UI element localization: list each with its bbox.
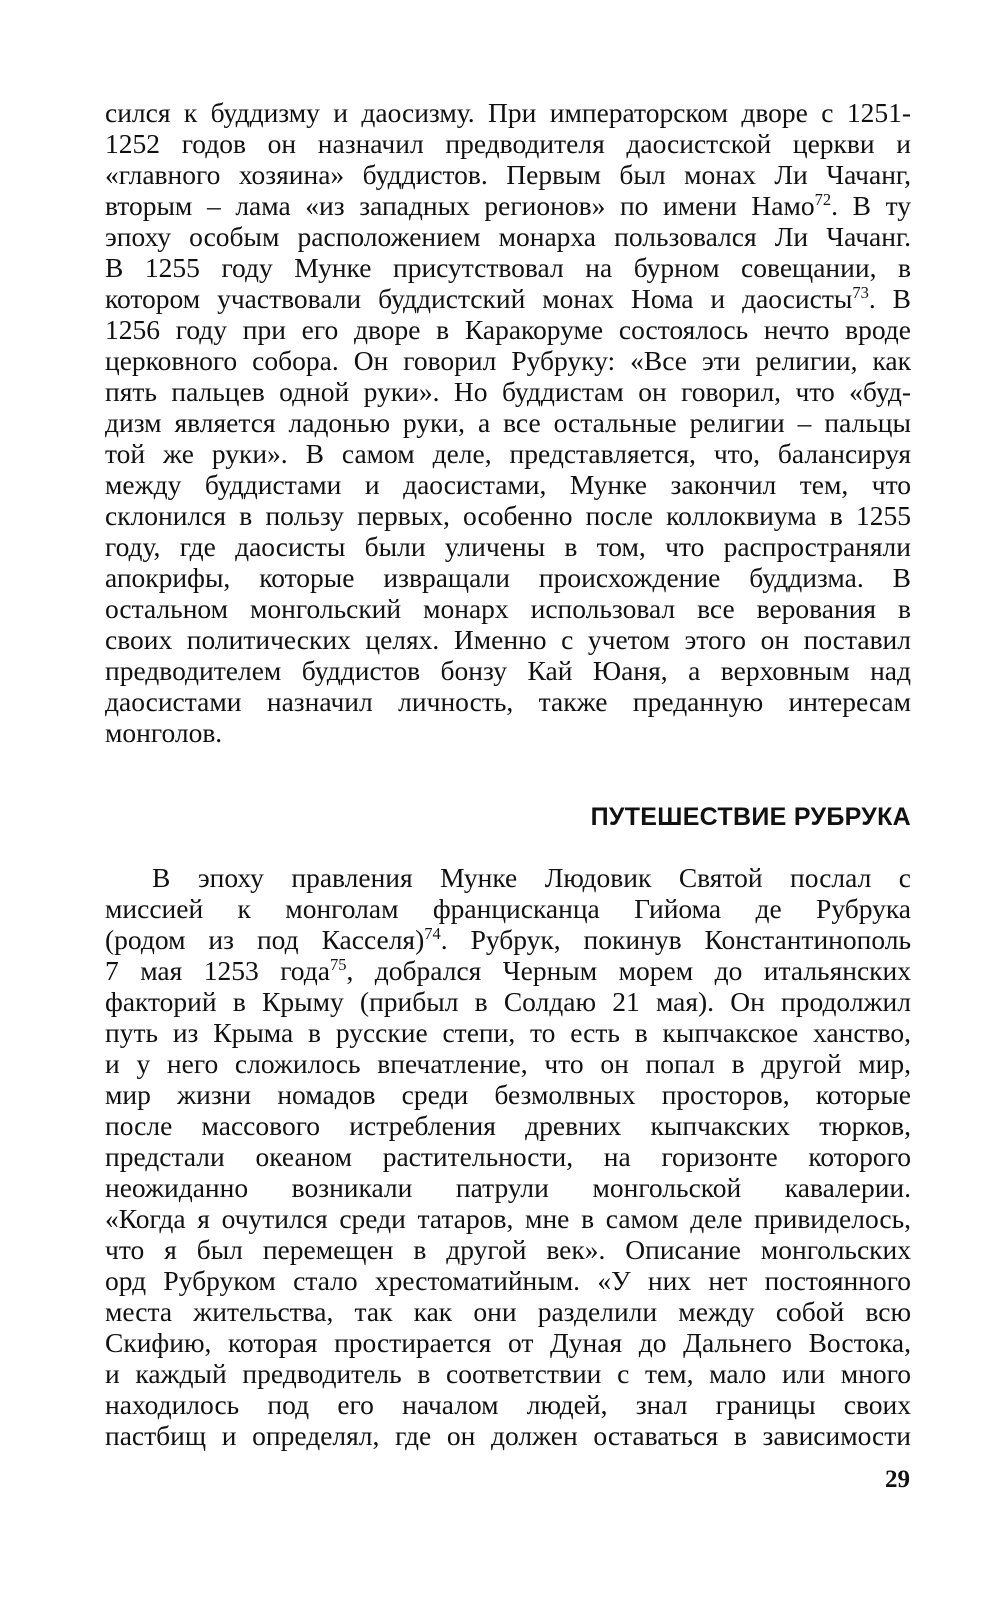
footnote-ref: 75 bbox=[329, 954, 347, 974]
text-line: В эпоху правления Мунке Людовик Святой послал с bbox=[152, 862, 911, 893]
text-segment: вторым – лама «из западных регионов» по имени Намо bbox=[105, 190, 815, 221]
text-line: 1256 году при его дворе в Каракоруме состоялось нечто вроде bbox=[105, 314, 911, 345]
paragraph-mongke-religion bbox=[105, 97, 911, 748]
text-line: путь из Крыма в русские степи, то есть в кыпчакское ханство, bbox=[105, 1017, 911, 1048]
text-line: между буддистами и даосистами, Мунке закончил тем, что bbox=[105, 469, 911, 500]
text-line: апокрифы, которые извращали происхождение буддизма. В bbox=[105, 562, 911, 593]
text-line: Скифию, которая простирается от Дуная до Дальнего Востока, bbox=[105, 1327, 911, 1358]
footnote-ref: 72 bbox=[814, 189, 832, 209]
text-segment: , добрался Черным морем до итальянских bbox=[346, 955, 911, 986]
text-line: предводителем буддистов бонзу Кай Юаня, а верховным над bbox=[105, 655, 911, 686]
text-line: «Когда я очутился среди татаров, мне в самом деле привиделось, bbox=[105, 1203, 911, 1234]
text-line bbox=[105, 283, 911, 314]
text-segment: . В ту bbox=[831, 190, 911, 221]
text-line: предстали океаном растительности, на горизонте которого bbox=[105, 1141, 911, 1172]
text-line: неожиданно возникали патрули монгольской кавалерии. bbox=[105, 1172, 911, 1203]
text-line: что я был перемещен в другой век». Описание монгольских bbox=[105, 1234, 911, 1265]
text-line: году, где даосисты были уличены в том, что распространяли bbox=[105, 531, 911, 562]
text-line: «главного хозяина» буддистов. Первым был монах Ли Чачанг, bbox=[105, 159, 911, 190]
text-line: места жительства, так как они разделили между собой всю bbox=[105, 1296, 911, 1327]
text-line: своих политических целях. Именно с учетом этого он поставил bbox=[105, 624, 911, 655]
text-line: мир жизни номадов среди безмолвных просторов, которые bbox=[105, 1079, 911, 1110]
footnote-ref: 73 bbox=[852, 282, 869, 302]
text-segment: . Рубрук, покинув Константинополь bbox=[440, 924, 911, 955]
text-line: орд Рубруком стало хрестоматийным. «У них нет постоянного bbox=[105, 1265, 911, 1296]
text-line: В 1255 году Мунке присутствовал на бурном совещании, в bbox=[105, 252, 911, 283]
text-line: даосистами назначил личность, также преданную интересам bbox=[105, 686, 911, 717]
text-line: и каждый предводитель в соответствии с тем, мало или много bbox=[105, 1358, 911, 1389]
text-line: и у него сложилось впечатление, что он попал в другой мир, bbox=[105, 1048, 911, 1079]
text-line: 1252 годов он назначил предводителя даосистской церкви и bbox=[105, 128, 911, 159]
text-line: склонился в пользу первых, особенно после коллоквиума в 1255 bbox=[105, 500, 911, 531]
text-line: остальном монгольский монарх использовал все верования в bbox=[105, 593, 911, 624]
section-heading: ПУТЕШЕСТВИЕ РУБРУКА bbox=[590, 803, 911, 831]
text-line: эпоху особым расположением монарха пользовался Ли Чачанг. bbox=[105, 221, 911, 252]
text-line bbox=[105, 955, 911, 986]
text-line: после массового истребления древних кыпчакских тюрков, bbox=[105, 1110, 911, 1141]
text-line: сился к буддизму и даосизму. При императорском дворе с 1251- bbox=[105, 97, 911, 128]
text-segment: (родом из под Касселя) bbox=[105, 924, 425, 955]
page-number: 29 bbox=[885, 1466, 910, 1493]
text-line: дизм является ладонью руки, а все остальные религии – пальцы bbox=[105, 407, 911, 438]
text-line: пастбищ и определял, где он должен оставаться в зависимости bbox=[105, 1420, 911, 1451]
text-line: факторий в Крыму (прибыл в Солдаю 21 мая). Он продолжил bbox=[105, 986, 911, 1017]
text-line bbox=[105, 924, 911, 955]
text-segment: . В bbox=[868, 283, 911, 314]
text-line bbox=[105, 190, 911, 221]
text-line: той же руки». В самом деле, представляется, что, балансируя bbox=[105, 438, 911, 469]
text-segment: котором участвовали буддистский монах Нома и даосисты bbox=[105, 283, 853, 314]
text-line: миссией к монголам францисканца Гийома де Рубрука bbox=[105, 893, 911, 924]
footnote-ref: 74 bbox=[424, 923, 441, 943]
text-line: находилось под его началом людей, знал границы своих bbox=[105, 1389, 911, 1420]
text-line: пять пальцев одной руки». Но буддистам он говорил, что «буд- bbox=[105, 376, 911, 407]
text-line: монголов. bbox=[105, 717, 223, 748]
text-segment: 7 мая 1253 года bbox=[105, 955, 330, 986]
text-line: церковного собора. Он говорил Рубруку: «Все эти религии, как bbox=[105, 345, 911, 376]
paragraph-rubruck-journey bbox=[105, 862, 911, 1451]
